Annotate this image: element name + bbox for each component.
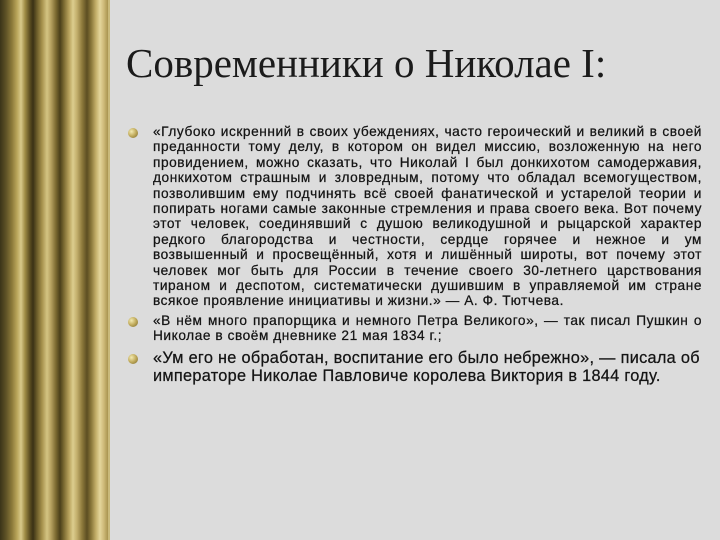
quote-pushkin: «В нём много прапорщика и немного Петра Великого», — так писал Пушкин о Николае в своём дневнике 21 мая 1834 г.;	[153, 312, 702, 344]
bullet-icon	[128, 128, 138, 138]
quote-tyutcheva: «Глубоко искренний в своих убеждениях, часто героический и великий в своей преданности тому делу, в котором он видел миссию, возложенную на него провидением, можно сказать, что Николай I был донкихотом самодержавия, донкихотом страшным и зловредным, потому что обладал всемогуществом, позволившим ему подчинять всё своей фанатической и устарелой теории и попирать ногами самые законные стремления и права своего века. Вот почему этот человек, соединявший с душою великодушной и рыцарской характер редкого благородства и честности, сердце горячее и нежное и ум возвышенный и просвещённый, хотя и лишённый широты, вот почему этот человек мог быть для России в течение своего 30-летнего царствования тираном и деспотом, систематически душившим в управляемой им стране всякое проявление инициативы и жизни.» — А. Ф. Тютчева.	[153, 124, 702, 309]
list-item	[126, 124, 702, 309]
list-item	[126, 313, 702, 344]
quote-victoria: «Ум его не обработан, воспитание его было небрежно», — писала об императоре Николае Павловиче королева Виктория в 1844 году.	[153, 348, 700, 386]
bullet-icon	[128, 354, 138, 364]
slide-title: Современники о Николае I:	[126, 40, 607, 86]
list-item	[126, 349, 702, 386]
bullet-list	[126, 124, 702, 386]
bullet-icon	[128, 317, 138, 327]
border-divider	[108, 0, 110, 540]
decorative-gold-stripes	[0, 0, 108, 540]
